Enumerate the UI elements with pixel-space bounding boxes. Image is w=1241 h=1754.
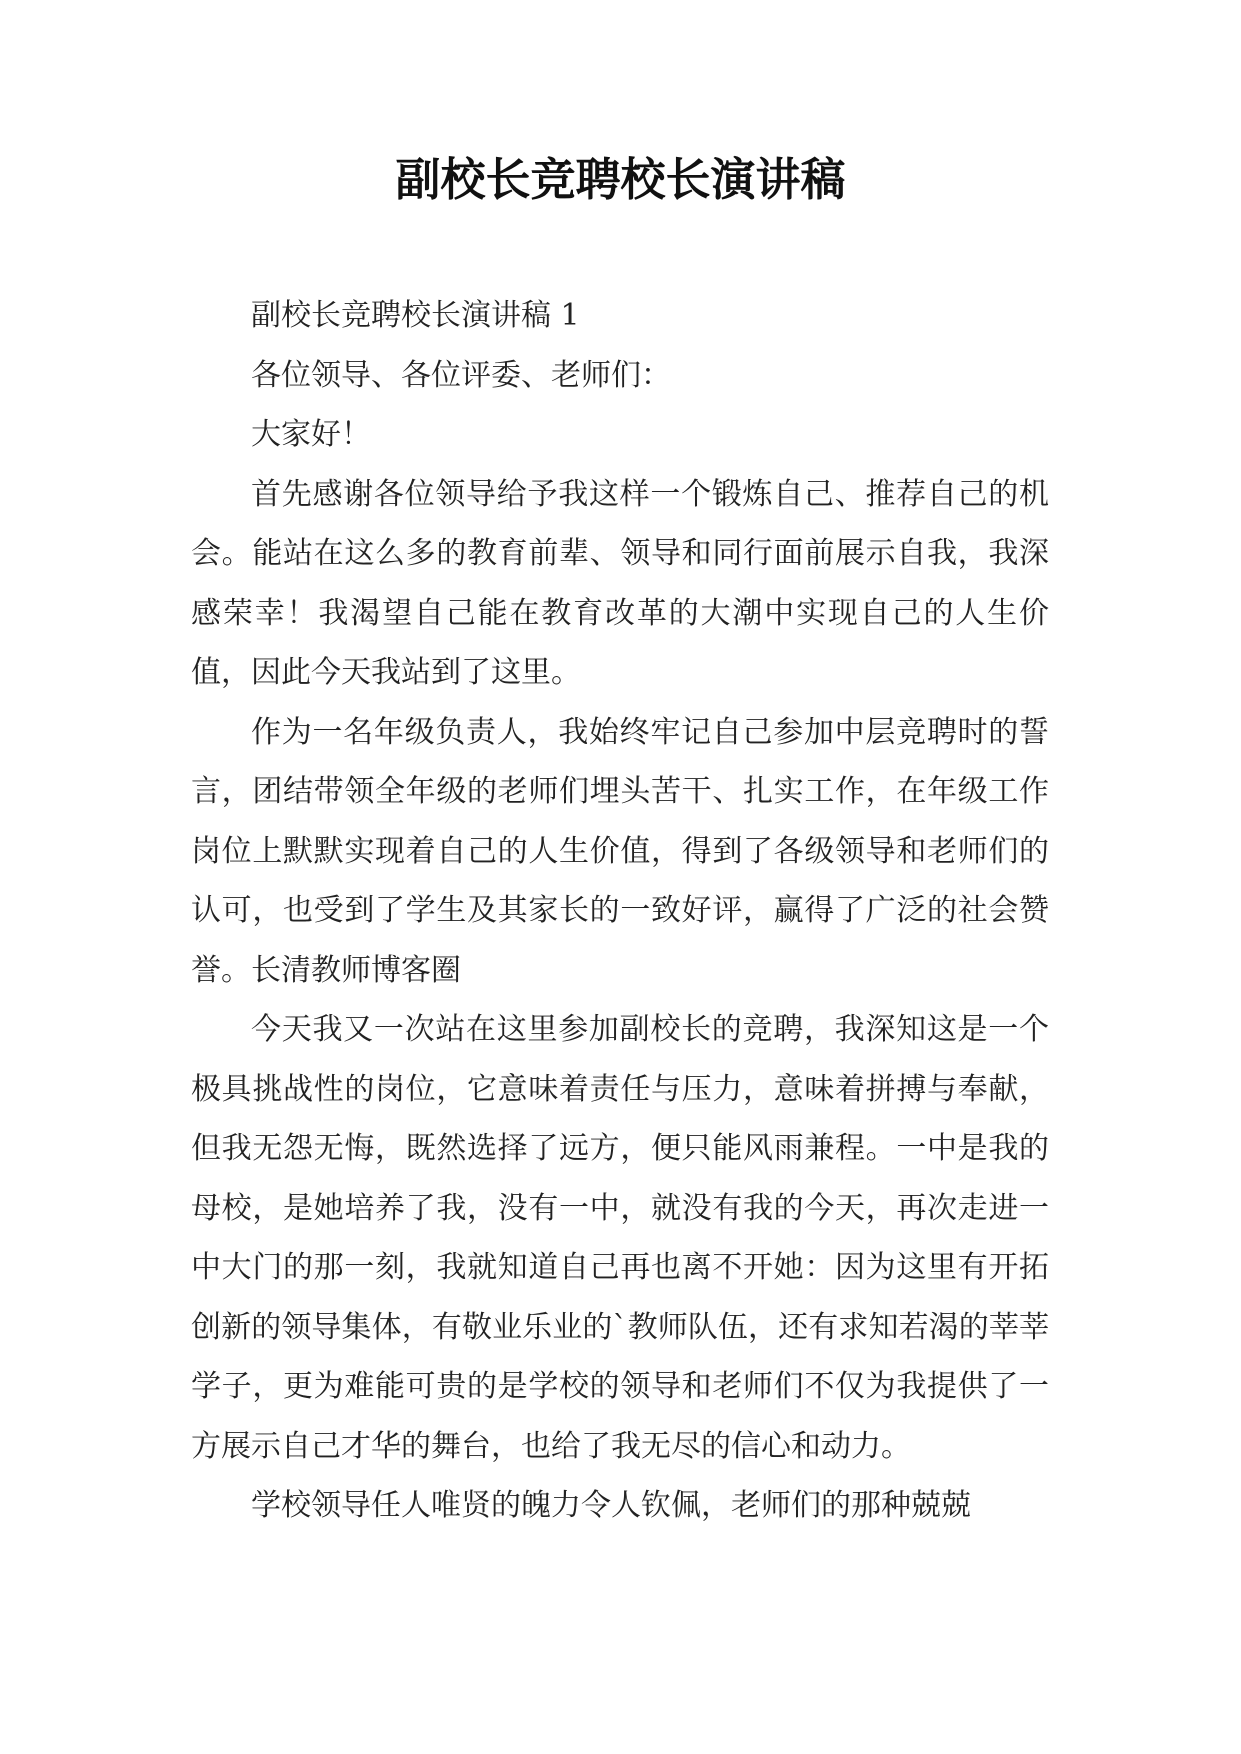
salutation-paragraph: 各位领导、各位评委、老师们： — [251, 357, 671, 393]
body-paragraph: 首先感谢各位领导给予我这样一个锻炼自己、推荐自己的机会。能站在这么多的教育前辈、领导和同行面前展示自我，我深感荣幸！我渴望自己能在教育改革的大潮中实现自己的人生价值，因此今天我站到了这里。 — [191, 476, 1049, 690]
document-body — [191, 286, 1049, 1536]
document-title: 副校长竞聘校长演讲稿 — [395, 153, 846, 206]
body-paragraph: 今天我又一次站在这里参加副校长的竞聘，我深知这是一个极具挑战性的岗位，它意味着责任与压力，意味着拼搏与奉献，但我无怨无悔，既然选择了远方，便只能风雨兼程。一中是我的母校，是她培养了我，没有一中，就没有我的今天，再次走进一中大门的那一刻，我就知道自己再也离不开她：因为这里有开拓创新的领导集体，有敬业乐业的`教师队伍，还有求知若渴的莘莘学子，更为难能可贵的是学校的领导和老师们不仅为我提供了一方展示自己才华的舞台，也给了我无尽的信心和动力。 — [191, 1012, 1049, 1464]
subtitle-paragraph: 副校长竞聘校长演讲稿 1 — [251, 298, 580, 333]
body-paragraph: 学校领导任人唯贤的魄力令人钦佩，老师们的那种兢兢 — [251, 1488, 971, 1523]
body-paragraph: 作为一名年级负责人，我始终牢记自己参加中层竞聘时的誓言，团结带领全年级的老师们埋头苦干、扎实工作，在年级工作岗位上默默实现着自己的人生价值，得到了各级领导和老师们的认可，也受到了学生及其家长的一致好评，赢得了广泛的社会赞誉。长清教师博客圈 — [191, 714, 1049, 988]
greeting-paragraph: 大家好！ — [251, 417, 371, 452]
